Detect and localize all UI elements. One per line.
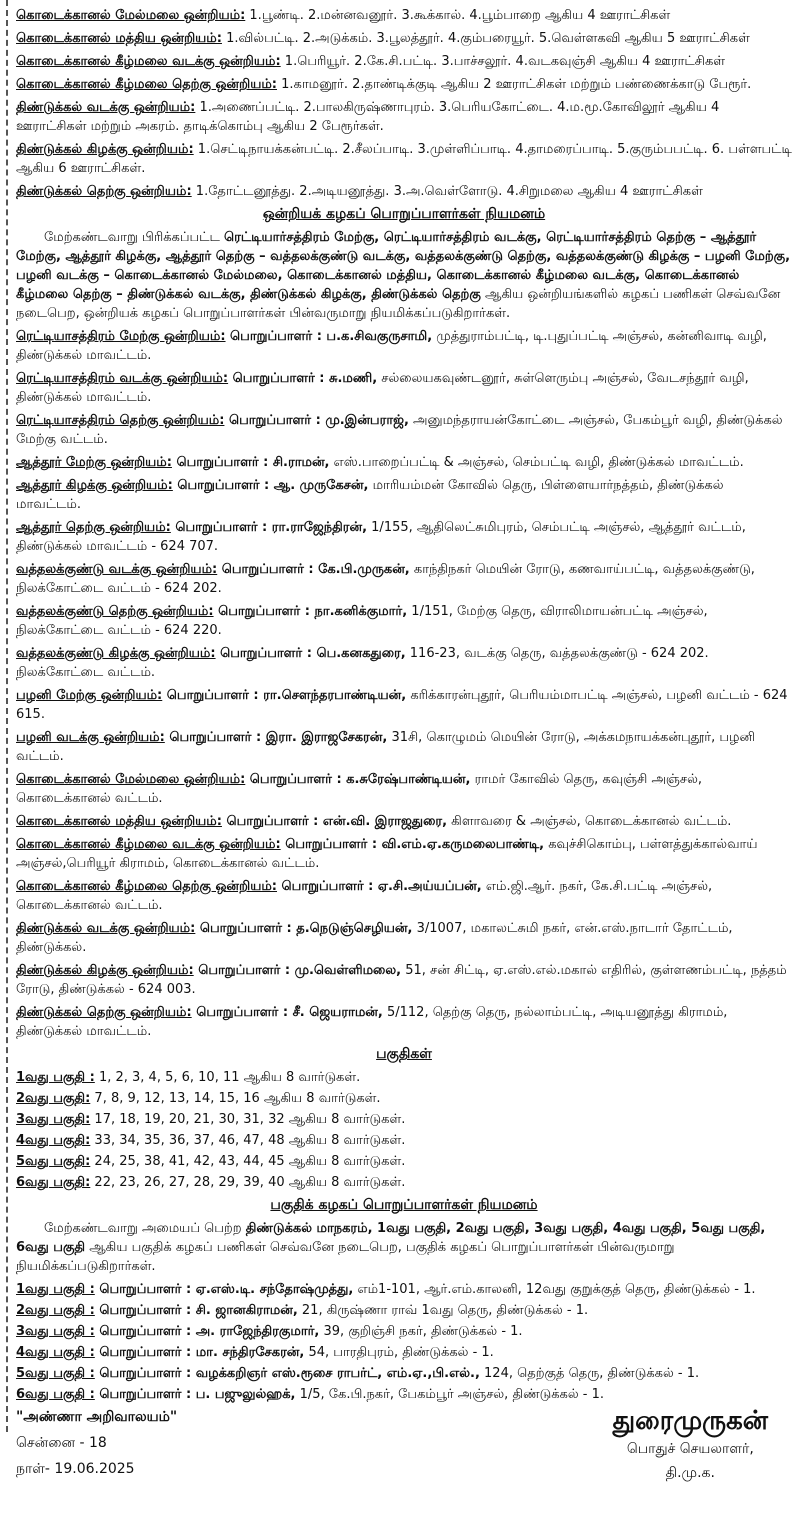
union-label: திண்டுக்கல் தெற்கு ஒன்றியம்:: [16, 184, 192, 199]
role-label: பொறுப்பாளர் :: [170, 520, 272, 535]
appointee-name: சு.மணி,: [328, 371, 378, 386]
union-name: திண்டுக்கல் வடக்கு ஒன்றியம்:: [16, 921, 196, 936]
role-label: பொறுப்பாளர் :: [171, 455, 273, 470]
area-label: 4வது பகுதி :: [16, 1345, 95, 1360]
appointee-name: ரா.சௌந்தரபாண்டியன்,: [263, 688, 407, 703]
area-appointments-list: [16, 1280, 792, 1404]
intro-tail: ஆகிய பகுதிக் கழகப் பணிகள் செவ்வனே நடைபெற, பகுதிக் கழகப் பொறுப்பாளர்கள் பின்வருமாறு நியமிக்கப்படுகிறார்கள்.: [16, 1240, 675, 1274]
appointee-address: ராமர் கோவில் தெரு, கவுஞ்சி அஞ்சல், கொடைக்கானல் வட்டம்.: [16, 772, 702, 806]
wards-heading: பகுதிகள்: [376, 1046, 432, 1062]
union-villages: 1.செட்டிநாயக்கன்பட்டி. 2.சீலப்பாடி. 3.முள்ளிப்பாடி. 4.தாமரைப்பாடி. 5.குரும்பபட்டி. 6. பள்ளபட்டி ஆகிய 6 ஊராட்சிகள்.: [16, 142, 792, 176]
union-villages-item: [16, 29, 792, 48]
appointee-address: எம்1-101, ஆர்.எம்.காலனி, 12வது குறுக்குத் தெரு, திண்டுக்கல் - 1.: [353, 1282, 756, 1297]
union-appointment-item: [16, 961, 792, 999]
appointee-address: 51, சன் சிட்டி, ஏ.எஸ்.எல்.மகால் எதிரில், குள்ளணம்பட்டி, நத்தம் ரோடு, திண்டுக்கல் - 624 003.: [16, 963, 787, 997]
union-name: கொடைக்கானல் கீழ்மலை தெற்கு ஒன்றியம்:: [16, 879, 278, 894]
union-villages-item: [16, 140, 792, 178]
role-label: பொறுப்பாளர் :: [94, 1387, 196, 1402]
party-name: தி.மு.க.: [665, 1465, 715, 1481]
role-label: பொறுப்பாளர் :: [224, 413, 326, 428]
office-name: "அண்ணா அறிவாலயம்": [16, 1409, 178, 1425]
union-appointment-item: [16, 518, 792, 556]
appointee-address: எஸ்.பாறைப்பட்டி & அஞ்சல், செம்பட்டி வழி, திண்டுக்கல் மாவட்டம்.: [329, 455, 744, 470]
area-label: 6வது பகுதி :: [16, 1387, 95, 1402]
ward-text: 17, 18, 19, 20, 21, 30, 31, 32 ஆகிய 8 வார்டுகள்.: [90, 1112, 406, 1127]
union-label: திண்டுக்கல் வடக்கு ஒன்றியம்:: [16, 100, 196, 115]
ward-item: [16, 1068, 792, 1087]
appointee-name: சீ. ஜெயராமன்,: [292, 1005, 383, 1020]
appointee-address: கவுச்சிகொம்பு, பள்ளத்துக்கால்வாய் அஞ்சல்,பெரியூர் கிராமம், கொடைக்கானல் வட்டம்.: [16, 837, 758, 871]
union-villages-item: [16, 182, 792, 201]
union-villages: 1.பூண்டி. 2.மன்னவனூர். 3.கூக்கால். 4.பூம்பாறை ஆகிய 4 ஊராட்சிகள்: [245, 8, 671, 23]
appointee-address: 31சி, கொழுமம் மெயின் ரோடு, அக்கமநாயக்கன்புதூர், பழனி வட்டம்.: [16, 730, 756, 764]
role-label: பொறுப்பாளர் :: [195, 921, 297, 936]
role-label: பொறுப்பாளர் :: [172, 478, 274, 493]
union-villages-list: [16, 6, 792, 201]
role-label: பொறுப்பாளர் :: [221, 814, 323, 829]
role-label: பொறுப்பாளர் :: [277, 879, 378, 894]
intro-plain: மேற்கண்டவாறு அமையப் பெற்ற: [44, 1221, 246, 1236]
area-intro-paragraph: [16, 1219, 792, 1276]
appointee-address: 39, குறிஞ்சி நகர், திண்டுக்கல் - 1.: [319, 1324, 523, 1339]
union-label: கொடைக்கானல் கீழ்மலை தெற்கு ஒன்றியம்:: [16, 77, 278, 92]
union-name: கொடைக்கானல் மத்திய ஒன்றியம்:: [16, 814, 222, 829]
area-label: 5வது பகுதி :: [16, 1366, 95, 1381]
appointee-name: ப. பஜுலுல்ஹக்,: [195, 1387, 296, 1402]
union-name: பழனி மேற்கு ஒன்றியம்:: [16, 688, 163, 703]
ward-label: 5வது பகுதி:: [16, 1154, 91, 1169]
union-villages: 1.அணைப்பட்டி. 2.பாலகிருஷ்ணாபுரம். 3.பெரியகோட்டை. 4.ம.மூ.கோவிலூர் ஆகிய 4 ஊராட்சிகள் மற்றும் அகரம். தாடிக்கொம்பு ஆகிய 2 பேரூர்கள்.: [16, 100, 720, 134]
intro-bold: திண்டுக்கல் மாநகரம், 1வது பகுதி, 2வது பகுதி, 3வது பகுதி, 4வது பகுதி, 5வது பகுதி, 6வது பகுதி: [16, 1221, 766, 1255]
appointee-name: ப.க.சிவகுருசாமி,: [326, 329, 433, 344]
area-appointment-item: [16, 1385, 792, 1404]
union-name: திண்டுக்கல் கிழக்கு ஒன்றியம்:: [16, 963, 194, 978]
union-name: கொடைக்கானல் மேல்மலை ஒன்றியம்:: [16, 772, 246, 787]
appointee-name: சி. ஜானகிராமன்,: [195, 1303, 298, 1318]
appointee-name: ஏ.எஸ்.டி. சந்தோஷ்முத்து,: [195, 1282, 354, 1297]
appointee-name: சி.ராமன்,: [272, 455, 330, 470]
ward-text: 1, 2, 3, 4, 5, 6, 10, 11 ஆகிய 8 வார்டுகள்.: [94, 1070, 361, 1085]
appointee-address: 5/112, தெற்கு தெரு, நல்லாம்பட்டி, அடியனூத்து கிராமம், திண்டுக்கல் மாவட்டம்.: [16, 1005, 728, 1039]
ward-label: 6வது பகுதி:: [16, 1175, 91, 1190]
role-label: பொறுப்பாளர் :: [245, 772, 347, 787]
union-villages: 1.காமனூர். 2.தாண்டிக்குடி ஆகிய 2 ஊராட்சிகள் மற்றும் பண்ணைக்காடு பேரூர்.: [277, 77, 752, 92]
appointee-name: ரா.ராஜேந்திரன்,: [271, 520, 368, 535]
role-label: பொறுப்பாளர் :: [164, 730, 266, 745]
appointee-name: பெ.கனகதுரை,: [316, 646, 406, 661]
union-intro-paragraph: [16, 228, 792, 323]
union-appointment-item: [16, 560, 792, 598]
union-villages-item: [16, 6, 792, 25]
area-appointment-item: [16, 1322, 792, 1341]
appointee-address: கரிக்காரன்புதூர், பெரியம்மாபட்டி அஞ்சல், பழனி வட்டம் - 624 615.: [16, 688, 788, 722]
union-appointment-item: [16, 770, 792, 808]
appointee-address: 1/151, மேற்கு தெரு, விராலிமாயன்பட்டி அஞ்சல், நிலக்கோட்டை வட்டம் - 624 220.: [16, 604, 708, 638]
role-label: பொறுப்பாளர் :: [193, 963, 295, 978]
appointee-address: சல்லையகவுண்டனூர், சுள்ளெரும்பு அஞ்சல், வேடசந்தூர் வழி, திண்டுக்கல் மாவட்டம்.: [16, 371, 749, 405]
ward-label: 1வது பகுதி :: [16, 1070, 95, 1085]
role-label: பொறுப்பாளர் :: [191, 1005, 293, 1020]
union-name: ஆத்தூர் தெற்கு ஒன்றியம்:: [16, 520, 171, 535]
appointee-address: அனுமந்தராயன்கோட்டை அஞ்சல், பேகம்பூர் வழி, திண்டுக்கல் மேற்கு வட்டம்.: [16, 413, 783, 447]
appointee-name: கே.பி.முருகன்,: [318, 562, 410, 577]
appointee-name: ஆ. முருகேசன்,: [273, 478, 369, 493]
union-appointment-item: [16, 411, 792, 449]
union-villages-item: [16, 52, 792, 71]
role-label: பொறுப்பாளர் :: [94, 1282, 196, 1297]
area-label: 3வது பகுதி :: [16, 1324, 95, 1339]
appointee-name: ஏ.சி.அய்யப்பன்,: [377, 879, 482, 894]
area-appointment-item: [16, 1301, 792, 1320]
appointee-name: நா.கனிக்குமார்,: [314, 604, 408, 619]
appointee-address: 116-23, வடக்கு தெரு, வத்தலக்குண்டு - 624 202. நிலக்கோட்டை வட்டம்.: [16, 646, 709, 680]
appointee-name: என்.வி. இராஜதுரை,: [322, 814, 448, 829]
union-label: கொடைக்கானல் கீழ்மலை வடக்கு ஒன்றியம்:: [16, 54, 281, 69]
union-name: கொடைக்கானல் கீழ்மலை வடக்கு ஒன்றியம்:: [16, 837, 281, 852]
role-label: பொறுப்பாளர் :: [162, 688, 264, 703]
ward-text: 7, 8, 9, 12, 13, 14, 15, 16 ஆகிய 8 வார்டுகள்.: [90, 1091, 381, 1106]
ward-text: 24, 25, 38, 41, 42, 43, 44, 45 ஆகிய 8 வார்டுகள்.: [90, 1154, 406, 1169]
dashed-left-border: [6, 0, 8, 1432]
union-name: ஆத்தூர் கிழக்கு ஒன்றியம்:: [16, 478, 173, 493]
union-appointment-item: [16, 728, 792, 766]
union-villages: 1.வில்பட்டி. 2.அடுக்கம். 3.பூலத்தூர். 4.கும்பரையூர். 5.வெள்ளகவி ஆகிய 5 ஊராட்சிகள்: [221, 31, 750, 46]
role-label: பொறுப்பாளர் :: [94, 1345, 196, 1360]
appointee-address: 21, கிருஷ்ணா ராவ் 1வது தெரு, திண்டுக்கல் - 1.: [297, 1303, 589, 1318]
appointee-address: கிளாவரை & அஞ்சல், கொடைக்கானல் வட்டம்.: [447, 814, 732, 829]
ward-item: [16, 1173, 792, 1192]
area-label: 1வது பகுதி :: [16, 1282, 95, 1297]
role-label: பொறுப்பாளர் :: [94, 1303, 196, 1318]
release-date: நாள்- 19.06.2025: [16, 1461, 135, 1477]
appointee-address: எம்.ஜி.ஆர். நகர், கே.சி.பட்டி அஞ்சல், கொடைக்கானல் வட்டம்.: [16, 879, 713, 913]
area-appointment-item: [16, 1343, 792, 1362]
role-label: பொறுப்பாளர் :: [94, 1366, 196, 1381]
role-label: பொறுப்பாளர் :: [228, 371, 329, 386]
union-name: பழனி வடக்கு ஒன்றியம்:: [16, 730, 165, 745]
union-name: ரெட்டியாசத்திரம் தெற்கு ஒன்றியம்:: [16, 413, 225, 428]
area-appointments-heading: பகுதிக் கழகப் பொறுப்பாளர்கள் நியமனம்: [270, 1197, 538, 1213]
union-appointment-item: [16, 602, 792, 640]
ward-text: 22, 23, 26, 27, 28, 29, 39, 40 ஆகிய 8 வார்டுகள்.: [90, 1175, 406, 1190]
role-label: பொறுப்பாளர் :: [225, 329, 327, 344]
appointee-name: மு.வெள்ளிமலை,: [294, 963, 402, 978]
document-body: [16, 6, 792, 1404]
ward-label: 4வது பகுதி:: [16, 1133, 91, 1148]
signatory-designation: பொதுச் செயலாளர்,: [626, 1441, 754, 1457]
appointee-address: 124, தெற்குத் தெரு, திண்டுக்கல் - 1.: [479, 1366, 700, 1381]
union-appointment-item: [16, 453, 792, 472]
appointee-address: 1/155, ஆதிலெட்சுமிபுரம், செம்பட்டி அஞ்சல், ஆத்தூர் வட்டம், திண்டுக்கல் மாவட்டம் - 624 707.: [16, 520, 746, 554]
union-appointment-item: [16, 369, 792, 407]
footer-left: [16, 1405, 177, 1483]
union-name: ரெட்டியாசத்திரம் வடக்கு ஒன்றியம்:: [16, 371, 229, 386]
union-name: ஆத்தூர் மேற்கு ஒன்றியம்:: [16, 455, 172, 470]
union-appointment-item: [16, 919, 792, 957]
intro-plain: மேற்கண்டவாறு பிரிக்கப்பட்ட: [44, 230, 224, 245]
ward-item: [16, 1089, 792, 1108]
union-name: திண்டுக்கல் தெற்கு ஒன்றியம்:: [16, 1005, 192, 1020]
intro-tail: ஆகிய ஒன்றியங்களில் கழகப் பணிகள் செவ்வனே நடைபெற, ஒன்றியக் கழகப் பொறுப்பாளர்கள் பின்வருமாறு நியமிக்கப்படுகிறார்கள்.: [16, 287, 781, 321]
ward-item: [16, 1131, 792, 1150]
union-villages-item: [16, 75, 792, 94]
union-appointment-item: [16, 835, 792, 873]
office-city: சென்னை - 18: [16, 1435, 107, 1451]
union-appointment-item: [16, 644, 792, 682]
ward-text: 33, 34, 35, 36, 37, 46, 47, 48 ஆகிய 8 வார்டுகள்.: [90, 1133, 406, 1148]
footer-right: [613, 1405, 768, 1485]
appointee-address: 1/5, கே.பி.நகர், பேகம்பூர் அஞ்சல், திண்டுக்கல் - 1.: [295, 1387, 605, 1402]
union-name: வத்தலக்குண்டு தெற்கு ஒன்றியம்:: [16, 604, 214, 619]
signatory-name: துரைமுருகன்: [612, 1406, 768, 1436]
footer: [16, 1405, 788, 1517]
ward-label: 3வது பகுதி:: [16, 1112, 91, 1127]
appointee-name: வழக்கறிஞர் எஸ்.ரூசை ராபர்ட், எம்.ஏ.,பி.எல்.,: [195, 1366, 480, 1381]
role-label: பொறுப்பாளர் :: [213, 604, 315, 619]
union-villages: 1.பெரியூர். 2.கே.சி.பட்டி. 3.பாச்சலூர். 4.வடகவுஞ்சி ஆகிய 4 ஊராட்சிகள்: [280, 54, 726, 69]
ward-item: [16, 1152, 792, 1171]
role-label: பொறுப்பாளர் :: [215, 646, 317, 661]
union-name: ரெட்டியாசத்திரம் மேற்கு ஒன்றியம்:: [16, 329, 226, 344]
union-name: வத்தலக்குண்டு கிழக்கு ஒன்றியம்:: [16, 646, 216, 661]
ward-item: [16, 1110, 792, 1129]
union-villages-item: [16, 98, 792, 136]
union-appointments-heading: ஒன்றியக் கழகப் பொறுப்பாளர்கள் நியமனம்: [262, 206, 546, 222]
appointee-name: மு.இன்பராஜ்,: [325, 413, 409, 428]
union-appointments-list: [16, 327, 792, 1041]
appointee-address: காந்திநகர் மெயின் ரோடு, கணவாய்பட்டி, வத்தலக்குண்டு, நிலக்கோட்டை வட்டம் - 624 202.: [16, 562, 755, 596]
union-appointment-item: [16, 327, 792, 365]
appointee-name: த.நெடுஞ்செழியன்,: [296, 921, 413, 936]
intro-bold: ரெட்டியார்சத்திரம் மேற்கு, ரெட்டியார்சத்திரம் வடக்கு, ரெட்டியார்சத்திரம் தெற்கு – ஆத்தூர் மேற்கு, ஆத்தூர் கிழக்கு, ஆத்தூர் தெற்கு – வத்தலக்குண்டு வடக்கு, வத்தலக்குண்டு தெற்கு, வத்தலக்குண்டு கிழக்கு – பழனி மேற்கு, பழனி வடக்கு – கொடைக்கானல் மேல்மலை, கொடைக்கானல் மத்திய, கொடைக்கானல் கீழ்மலை வடக்கு, கொடைக்கானல் கீழ்மலை தெற்கு – திண்டுக்கல் வடக்கு, திண்டுக்கல் கிழக்கு, திண்டுக்கல் தெற்கு: [16, 230, 791, 302]
role-label: பொறுப்பாளர் :: [280, 837, 382, 852]
area-appointment-item: [16, 1280, 792, 1299]
area-appointment-item: [16, 1364, 792, 1383]
union-appointment-item: [16, 877, 792, 915]
union-label: கொடைக்கானல் மேல்மலை ஒன்றியம்:: [16, 8, 246, 23]
union-appointment-item: [16, 686, 792, 724]
union-label: திண்டுக்கல் கிழக்கு ஒன்றியம்:: [16, 142, 194, 157]
appointee-address: 54, பாரதிபுரம், திண்டுக்கல் - 1.: [304, 1345, 494, 1360]
union-appointment-item: [16, 1003, 792, 1041]
ward-label: 2வது பகுதி:: [16, 1091, 91, 1106]
appointee-address: முத்துராம்பட்டி, டி.புதுப்பட்டி அஞ்சல், கன்னிவாடி வழி, திண்டுக்கல் மாவட்டம்.: [16, 329, 767, 363]
appointee-name: இரா. இராஜசேகரன்,: [265, 730, 388, 745]
union-appointment-item: [16, 812, 792, 831]
area-label: 2வது பகுதி :: [16, 1303, 95, 1318]
appointee-name: அ. ராஜேந்திரகுமார்,: [195, 1324, 320, 1339]
role-label: பொறுப்பாளர் :: [94, 1324, 196, 1339]
union-label: கொடைக்கானல் மத்திய ஒன்றியம்:: [16, 31, 222, 46]
union-name: வத்தலக்குண்டு வடக்கு ஒன்றியம்:: [16, 562, 218, 577]
union-appointment-item: [16, 476, 792, 514]
appointee-name: வி.எம்.ஏ.கருமலைபாண்டி,: [381, 837, 545, 852]
appointee-address: மாரியம்மன் கோவில் தெரு, பிள்ளையார்நத்தம், திண்டுக்கல் மாவட்டம்.: [16, 478, 724, 512]
role-label: பொறுப்பாளர் :: [217, 562, 319, 577]
union-villages: 1.தோட்டனூத்து. 2.அடியனூத்து. 3.அ.வெள்ளோடு. 4.சிறுமலை ஆகிய 4 ஊராட்சிகள்: [191, 184, 703, 199]
appointee-address: 3/1007, மகாலட்சுமி நகர், என்.எஸ்.நாடார் தோட்டம், திண்டுக்கல்.: [16, 921, 733, 955]
appointee-name: க.சுரேஷ்பாண்டியன்,: [346, 772, 471, 787]
wards-list: [16, 1068, 792, 1192]
appointee-name: மா. சந்திரசேகரன்,: [195, 1345, 305, 1360]
